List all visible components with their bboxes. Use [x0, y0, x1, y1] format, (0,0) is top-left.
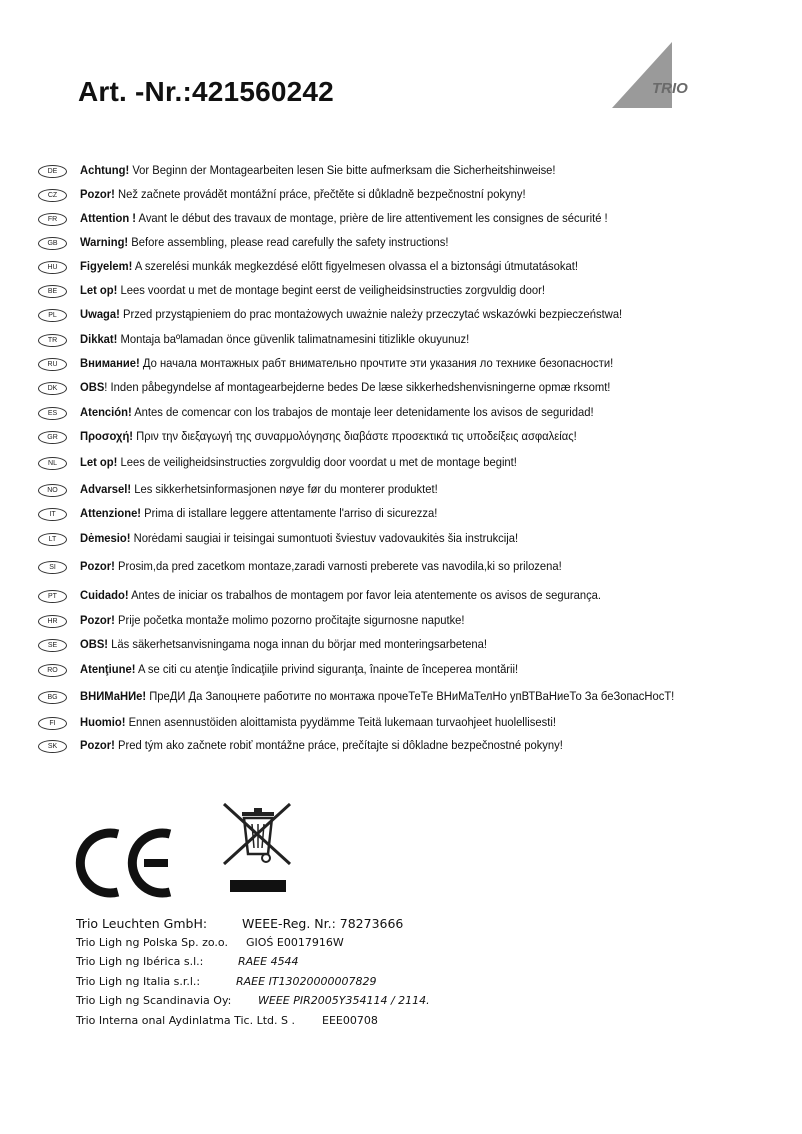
language-code-badge: SI	[38, 561, 67, 574]
warning-body: ! Inden påbegyndelse af montagearbejderne bedes De læse sikkerhedshenvisningerne opmæ rksomt!	[104, 380, 611, 394]
warning-lead: Let op!	[80, 455, 118, 469]
warning-text	[80, 531, 518, 545]
warning-body: Πριν την διεξαγωγή της συναρμολόγησης διαβάστε προσεκτικά τις υποδείξεις ασφαλείας!	[133, 429, 577, 443]
language-code-badge: PL	[38, 309, 67, 322]
language-code-badge: BE	[38, 285, 67, 298]
warning-lead: Dėmesio!	[80, 531, 131, 545]
language-code-badge: DE	[38, 165, 67, 178]
warning-lead: Προσοχή!	[80, 429, 134, 443]
language-code-badge: FI	[38, 717, 67, 730]
language-code-badge: RO	[38, 664, 67, 677]
warning-body: Przed przystąpieniem do prac montażowych uważnie należy przeczytać wskazówki bezpieczeństwa!	[119, 307, 623, 321]
trio-logo-text: TRIO	[652, 80, 688, 97]
warning-body: Antes de iniciar os trabalhos de montagem por favor leia atentemente os avisos de segurança.	[128, 588, 602, 602]
warning-lead: Atenţiune!	[80, 662, 136, 676]
language-code-badge: BG	[38, 691, 67, 704]
warning-text	[80, 613, 465, 627]
warning-lead: ВНИМаНИе!	[80, 689, 147, 703]
warning-text	[80, 662, 518, 676]
company-name: Trio Ligh ng Ibérica s.l.:	[76, 955, 204, 968]
warning-lead: Внимание!	[80, 356, 140, 370]
warning-lead: Pozor!	[80, 559, 115, 573]
language-code-badge: NO	[38, 484, 67, 497]
language-code-badge: TR	[38, 334, 67, 347]
warning-body: Prima di istallare leggere attentamente l'arriso di sicurezza!	[141, 506, 438, 520]
language-code-badge: GR	[38, 431, 67, 444]
registration-number: WEEE-Reg. Nr.: 78273666	[242, 916, 404, 931]
warning-text	[80, 259, 578, 273]
warning-text	[80, 163, 556, 177]
warning-lead: Attenzione!	[80, 506, 142, 520]
language-code-badge: CZ	[38, 189, 67, 202]
warning-body: Prosim,da pred zacetkom montaze,zaradi varnosti preberete vas navodila,ki so prilozena!	[114, 559, 562, 573]
warning-lead: OBS	[80, 380, 105, 394]
warning-text	[80, 455, 517, 469]
warning-text	[80, 506, 437, 520]
warning-body: Ennen asennustöiden aloittamista pyydämme Teitä lukemaan turvaohjeet huolellisesti!	[125, 715, 556, 729]
warning-lead: Figyelem!	[80, 259, 133, 273]
warning-lead: Dikkat!	[80, 332, 118, 346]
warning-body: Prije početka montaže molimo pozorno pročitajte sigurnosne naputke!	[114, 613, 465, 627]
language-code-badge: FR	[38, 213, 67, 226]
warning-text	[80, 283, 545, 297]
language-code-badge: DK	[38, 382, 67, 395]
warning-text	[80, 187, 526, 201]
language-code-badge: ES	[38, 407, 67, 420]
language-code-badge: HR	[38, 615, 67, 628]
registration-number: WEEE PIR2005Y354114 / 2114.	[258, 994, 430, 1007]
language-code-badge: LT	[38, 533, 67, 546]
warning-lead: Let op!	[80, 283, 118, 297]
article-number-title: Art. -Nr.:421560242	[78, 76, 334, 107]
warning-text	[80, 588, 601, 602]
warning-text	[80, 559, 562, 573]
warning-text	[80, 356, 613, 370]
company-name: Trio Interna onal Aydinlatma Tic. Ltd. S .	[76, 1013, 295, 1027]
warning-lead: Pozor!	[80, 613, 115, 627]
company-name: Trio Ligh ng Polska Sp. zo.o.	[76, 935, 228, 949]
warning-text	[80, 307, 622, 321]
language-code-badge: SE	[38, 639, 67, 652]
warning-text	[80, 405, 594, 419]
warning-body: Než začnete provádět montážní práce, přečtěte si důkladně bezpečnostní pokyny!	[114, 187, 526, 201]
registration-number: GIOŚ E0017916W	[246, 935, 344, 949]
warning-text	[80, 429, 577, 443]
warning-text	[80, 637, 487, 651]
language-code-badge: GB	[38, 237, 67, 250]
warning-text	[80, 211, 608, 225]
registration-number: RAEE IT13020000007829	[236, 974, 377, 988]
ce-mark-icon	[74, 828, 174, 898]
registration-number: EEE00708	[322, 1013, 378, 1027]
company-name: Trio Ligh ng Italia s.r.l.:	[76, 974, 201, 988]
warning-body: Les sikkerhetsinformasjonen nøye før du monterer produktet!	[131, 482, 438, 496]
warning-lead: Huomio!	[80, 715, 126, 729]
warning-text	[80, 332, 469, 346]
language-code-badge: NL	[38, 457, 67, 470]
warning-lead: Achtung!	[80, 163, 130, 177]
language-code-badge: PT	[38, 590, 67, 603]
warning-body: Läs säkerhetsanvisningama noga innan du börjar med monteringsarbetena!	[108, 637, 488, 651]
language-code-badge: SK	[38, 740, 67, 753]
language-code-badge: RU	[38, 358, 67, 371]
warning-body: Norėdami saugiai ir teisingai sumontuoti šviestuv vadovaukitės šia instrukcija!	[130, 531, 519, 545]
warning-text	[80, 482, 438, 496]
warning-text	[80, 235, 449, 249]
warning-body: До начала монтажных рабт внимательно прочтите эти указания ло технике безопасности!	[139, 356, 614, 370]
warning-body: A szerelési munkák megkezdésé előtt figyelmesen olvassa el a biztonsági útmutatásokat!	[132, 259, 578, 273]
language-code-badge: IT	[38, 508, 67, 521]
warning-lead: Attention !	[80, 211, 137, 225]
warning-lead: Atención!	[80, 405, 132, 419]
warning-lead: OBS!	[80, 637, 109, 651]
warning-body: Lees voordat u met de montage begint eerst de veiligheidsinstructies zorgvuldig door!	[117, 283, 545, 297]
warning-body: Pred tým ako začnete robiť montážne práce, prečítajte si dôkladne bezpečnostné pokyny!	[114, 738, 563, 752]
warning-text	[80, 715, 556, 729]
warning-lead: Advarsel!	[80, 482, 132, 496]
warning-body: A se citi cu atenţie îndicaţiile privind siguranţa, înainte de începerea montării!	[135, 662, 519, 676]
crossed-out-wheelie-bin-icon	[220, 800, 296, 896]
warning-lead: Pozor!	[80, 738, 115, 752]
company-name: Trio Ligh ng Scandinavia Oy:	[76, 994, 232, 1007]
warning-body: ПреДИ Да Запоцнете работите по монтажа прочеТеТе ВНиМаТелНо упВТВаНиеТо За беЗопасНосТ!	[146, 689, 675, 703]
company-name: Trio Leuchten GmbH:	[76, 916, 208, 931]
registration-number: RAEE 4544	[238, 955, 299, 968]
trio-logo	[610, 40, 700, 110]
warning-body: Before assembling, please read carefully the safety instructions!	[128, 235, 449, 249]
warning-lead: Uwaga!	[80, 307, 120, 321]
warning-body: Montaja baºlamadan önce güvenlik talimatnamesini titizlikle okuyunuz!	[117, 332, 470, 346]
warning-text	[80, 738, 563, 752]
warning-lead: Cuidado!	[80, 588, 129, 602]
warning-body: Lees de veiligheidsinstructies zorgvuldig door voordat u met de montage begint!	[117, 455, 517, 469]
warning-body: Antes de comencar con los trabajos de montaje leer detenidamente los avisos de seguridad!	[131, 405, 594, 419]
warning-body: Avant le début des travaux de montage, prière de lire attentivement les consignes de sécurité !	[136, 211, 608, 225]
warning-body: Vor Beginn der Montagearbeiten lesen Sie bitte aufmerksam die Sicherheitshinweise!	[129, 163, 556, 177]
warning-text	[80, 380, 610, 394]
warning-lead: Warning!	[80, 235, 129, 249]
warning-lead: Pozor!	[80, 187, 115, 201]
warning-text	[80, 689, 674, 703]
language-code-badge: HU	[38, 261, 67, 274]
